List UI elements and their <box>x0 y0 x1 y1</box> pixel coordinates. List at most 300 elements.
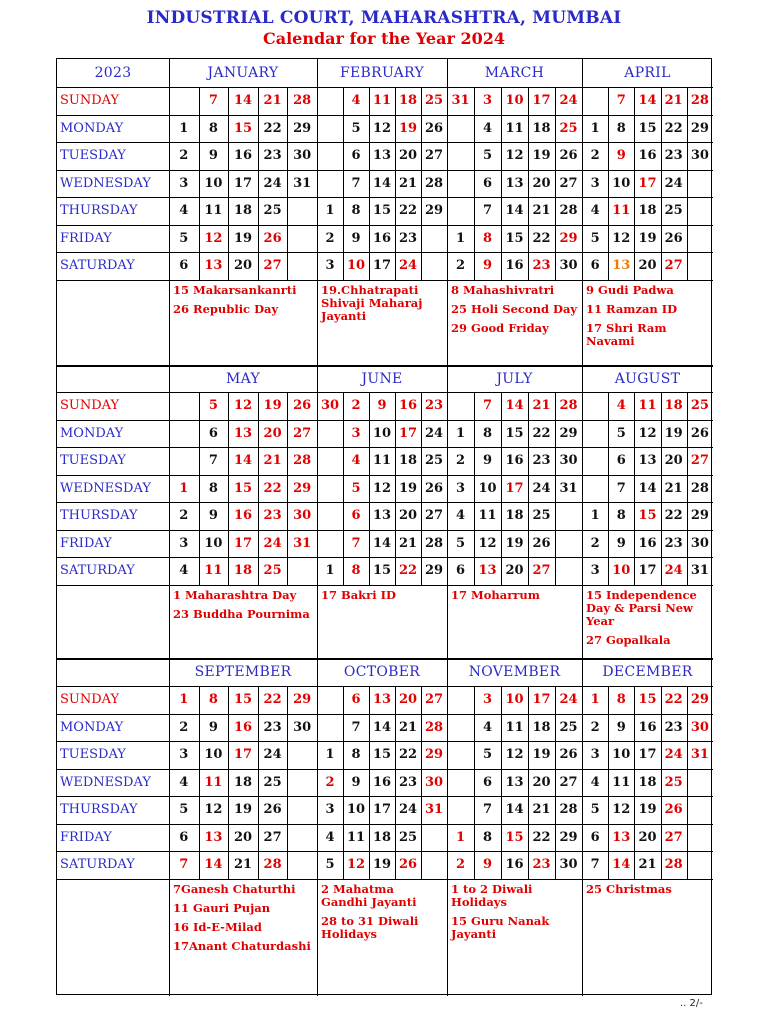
date-cell: 14 <box>505 802 524 818</box>
date-cell: 24 <box>664 747 683 763</box>
date-cell <box>287 824 317 852</box>
grid-line <box>421 824 422 852</box>
grid-line <box>421 197 422 225</box>
grid-line <box>528 686 529 714</box>
day-label-sunday: SUNDAY <box>60 398 120 414</box>
date-cell: 25 <box>664 774 683 790</box>
date-cell: 17 <box>233 175 253 191</box>
grid-line <box>528 557 529 585</box>
date-cell: 18 <box>372 829 392 845</box>
date-cell: 24 <box>664 175 683 191</box>
date-cell: 19 <box>233 802 253 818</box>
grid-line <box>369 824 370 852</box>
day-label-thursday: THURSDAY <box>60 203 138 219</box>
grid-line <box>634 197 635 225</box>
grid-line <box>608 686 609 714</box>
grid-line <box>661 530 662 558</box>
date-cell: 24 <box>424 425 444 441</box>
date-cell: 18 <box>398 93 418 109</box>
date-cell <box>317 530 343 558</box>
month-header: MAY <box>225 370 261 387</box>
grid-line <box>501 252 502 280</box>
grid-line <box>395 530 396 558</box>
grid-line <box>474 796 475 824</box>
date-cell: 22 <box>664 120 683 136</box>
date-cell: 15 <box>233 480 253 496</box>
grid-line <box>608 447 609 475</box>
holiday-item: 17 Shri Ram Navami <box>586 320 667 348</box>
grid-line <box>228 115 229 143</box>
day-label-wednesday: WEDNESDAY <box>60 175 151 191</box>
month-header: MARCH <box>484 65 545 81</box>
date-cell: 13 <box>233 425 253 441</box>
grid-line <box>528 796 529 824</box>
grid-line <box>199 502 200 530</box>
grid-line <box>634 686 635 714</box>
date-cell: 10 <box>204 535 223 551</box>
grid-line <box>608 769 609 797</box>
grid-line <box>474 142 475 170</box>
date-cell: 3 <box>179 747 189 763</box>
date-cell: 26 <box>293 398 312 414</box>
grid-line <box>343 557 344 585</box>
date-cell: 31 <box>559 480 578 496</box>
holiday-item: 7Ganesh Chaturthi <box>173 881 296 896</box>
date-cell: 31 <box>690 563 709 579</box>
date-cell: 2 <box>325 774 335 790</box>
year-label: 2023 <box>94 65 132 81</box>
grid-line <box>661 142 662 170</box>
date-cell: 24 <box>263 535 282 551</box>
date-cell: 13 <box>638 453 657 469</box>
grid-line <box>634 170 635 198</box>
grid-line <box>369 475 370 503</box>
date-cell: 5 <box>351 120 361 136</box>
grid-line <box>258 851 259 879</box>
grid-line <box>395 447 396 475</box>
date-cell <box>421 252 447 280</box>
day-label-friday: FRIDAY <box>60 535 112 551</box>
grid-line <box>287 714 288 742</box>
date-cell: 23 <box>398 774 418 790</box>
date-cell: 16 <box>638 719 657 735</box>
grid-line <box>661 420 662 448</box>
grid-line <box>57 87 713 88</box>
date-cell: 5 <box>590 230 600 246</box>
date-cell: 19 <box>638 802 657 818</box>
grid-line <box>258 824 259 852</box>
holiday-item: 1 to 2 Diwali Holidays <box>451 881 533 909</box>
grid-line <box>343 115 344 143</box>
date-cell: 6 <box>351 148 361 164</box>
date-cell: 20 <box>263 425 282 441</box>
date-cell: 4 <box>179 203 189 219</box>
grid-line <box>634 392 635 420</box>
holiday-list <box>447 879 582 997</box>
date-cell: 25 <box>559 719 578 735</box>
date-cell: 14 <box>612 857 631 873</box>
date-cell: 4 <box>325 829 335 845</box>
date-cell <box>169 392 199 420</box>
grid-line <box>528 420 529 448</box>
grid-line <box>474 252 475 280</box>
grid-line <box>395 475 396 503</box>
grid-line <box>395 686 396 714</box>
holiday-item: 11 Ramzan ID <box>586 301 678 316</box>
grid-line <box>661 741 662 769</box>
grid-line <box>421 252 422 280</box>
holiday-list <box>317 585 447 659</box>
date-cell: 28 <box>424 175 444 191</box>
date-cell: 26 <box>424 120 444 136</box>
date-cell: 9 <box>482 453 493 469</box>
grid-line <box>228 447 229 475</box>
date-cell: 24 <box>532 480 551 496</box>
date-cell: 27 <box>424 692 444 708</box>
grid-line <box>447 59 448 365</box>
grid-line <box>501 392 502 420</box>
grid-line <box>199 851 200 879</box>
grid-line <box>687 170 688 198</box>
holiday-list <box>582 879 713 997</box>
grid-line <box>395 769 396 797</box>
date-cell: 1 <box>179 120 189 136</box>
date-cell: 12 <box>612 802 631 818</box>
grid-line <box>258 420 259 448</box>
date-cell: 11 <box>638 398 657 414</box>
grid-line <box>395 851 396 879</box>
grid-line <box>287 447 288 475</box>
date-cell: 2 <box>590 719 600 735</box>
date-cell: 2 <box>455 258 466 274</box>
date-cell: 6 <box>590 258 600 274</box>
date-cell: 28 <box>559 203 578 219</box>
grid-line <box>199 392 200 420</box>
date-cell: 7 <box>616 480 626 496</box>
grid-line <box>634 796 635 824</box>
date-cell: 8 <box>208 480 218 496</box>
grid-line <box>228 530 229 558</box>
holiday-list <box>169 879 317 997</box>
date-cell: 1 <box>455 425 466 441</box>
grid-line <box>555 557 556 585</box>
grid-line <box>661 115 662 143</box>
grid-line <box>57 686 713 687</box>
date-cell: 8 <box>482 829 493 845</box>
holiday-item: 11 Gauri Pujan <box>173 900 271 915</box>
date-cell: 5 <box>482 747 493 763</box>
grid-line <box>395 225 396 253</box>
holiday-list <box>317 280 447 366</box>
grid-line <box>528 824 529 852</box>
grid-line <box>528 197 529 225</box>
grid-line <box>395 252 396 280</box>
grid-line <box>421 475 422 503</box>
holiday-item: 27 Gopalkala <box>586 632 671 647</box>
grid-line <box>421 686 422 714</box>
grid-line <box>501 502 502 530</box>
grid-line <box>369 197 370 225</box>
grid-line <box>634 115 635 143</box>
holiday-item: 29 Good Friday <box>451 320 549 335</box>
date-cell: 11 <box>346 829 366 845</box>
grid-line <box>447 658 448 996</box>
grid-line <box>634 824 635 852</box>
grid-line <box>661 502 662 530</box>
grid-line <box>287 87 288 115</box>
date-cell: 23 <box>532 453 551 469</box>
grid-line <box>199 170 200 198</box>
date-cell: 9 <box>616 719 626 735</box>
day-label-thursday: THURSDAY <box>60 508 138 524</box>
grid-line <box>634 225 635 253</box>
grid-line <box>687 796 688 824</box>
grid-line <box>634 530 635 558</box>
date-cell: 5 <box>455 535 466 551</box>
grid-line <box>608 225 609 253</box>
grid-line <box>687 502 688 530</box>
grid-line <box>661 686 662 714</box>
grid-line <box>555 769 556 797</box>
date-cell: 22 <box>532 230 551 246</box>
grid-line <box>287 769 288 797</box>
grid-line <box>528 741 529 769</box>
date-cell: 26 <box>263 802 282 818</box>
grid-line <box>343 530 344 558</box>
date-cell: 9 <box>208 719 218 735</box>
date-cell: 18 <box>233 774 253 790</box>
date-cell: 16 <box>638 535 657 551</box>
grid-line <box>258 796 259 824</box>
grid-line <box>501 197 502 225</box>
date-cell: 15 <box>372 563 392 579</box>
date-cell: 12 <box>233 398 253 414</box>
date-cell: 17 <box>233 747 253 763</box>
date-cell: 2 <box>351 398 361 414</box>
date-cell: 3 <box>482 93 493 109</box>
grid-line <box>608 142 609 170</box>
grid-line <box>369 225 370 253</box>
date-cell: 22 <box>263 692 282 708</box>
date-cell: 13 <box>372 508 392 524</box>
date-cell: 6 <box>351 692 361 708</box>
grid-line <box>582 658 583 996</box>
date-cell: 12 <box>204 230 223 246</box>
grid-line <box>474 769 475 797</box>
date-cell <box>317 170 343 198</box>
grid-line <box>287 225 288 253</box>
grid-line <box>287 197 288 225</box>
grid-line <box>555 197 556 225</box>
grid-line <box>634 420 635 448</box>
date-cell: 11 <box>372 93 392 109</box>
grid-line <box>501 115 502 143</box>
date-cell: 9 <box>377 398 387 414</box>
date-cell <box>287 197 317 225</box>
grid-line <box>258 142 259 170</box>
holiday-item: 2 Mahatma Gandhi Jayanti <box>321 881 417 909</box>
date-cell: 4 <box>482 120 493 136</box>
grid-line <box>421 392 422 420</box>
grid-line <box>687 142 688 170</box>
date-cell <box>421 824 447 852</box>
date-cell <box>447 197 474 225</box>
grid-line <box>199 769 200 797</box>
date-cell: 11 <box>612 774 631 790</box>
date-cell: 1 <box>179 480 189 496</box>
date-cell <box>555 557 582 585</box>
date-cell: 9 <box>351 774 361 790</box>
date-cell: 15 <box>505 230 524 246</box>
date-cell: 7 <box>482 802 493 818</box>
date-cell: 3 <box>482 692 493 708</box>
grid-line <box>287 824 288 852</box>
date-cell: 14 <box>505 203 524 219</box>
grid-line <box>555 392 556 420</box>
date-cell <box>687 252 713 280</box>
date-cell: 21 <box>398 175 418 191</box>
date-cell: 17 <box>532 692 551 708</box>
date-cell: 25 <box>664 203 683 219</box>
date-cell: 29 <box>424 747 444 763</box>
date-cell: 12 <box>505 148 524 164</box>
date-cell: 24 <box>263 747 282 763</box>
date-cell: 28 <box>559 802 578 818</box>
date-cell: 25 <box>263 563 282 579</box>
date-cell: 4 <box>351 93 361 109</box>
grid-line <box>343 714 344 742</box>
date-cell: 15 <box>233 692 253 708</box>
date-cell: 6 <box>616 453 626 469</box>
date-cell: 16 <box>638 148 657 164</box>
grid-line <box>421 741 422 769</box>
grid-line <box>608 530 609 558</box>
date-cell <box>317 142 343 170</box>
day-label-tuesday: TUESDAY <box>60 747 126 763</box>
date-cell: 10 <box>346 802 366 818</box>
date-cell: 4 <box>351 453 361 469</box>
grid-line <box>421 530 422 558</box>
date-cell: 29 <box>424 203 444 219</box>
day-label-friday: FRIDAY <box>60 230 112 246</box>
grid-line <box>474 87 475 115</box>
grid-line <box>501 769 502 797</box>
holiday-item: 15 Independence Day & Parsi New Year <box>586 587 697 628</box>
grid-line <box>287 170 288 198</box>
grid-line <box>343 420 344 448</box>
date-cell <box>582 475 608 503</box>
date-cell: 27 <box>424 148 444 164</box>
grid-line <box>317 658 318 996</box>
date-cell: 22 <box>664 692 683 708</box>
date-cell: 31 <box>293 535 312 551</box>
grid-line <box>501 475 502 503</box>
date-cell: 21 <box>263 93 282 109</box>
date-cell: 7 <box>482 203 493 219</box>
date-cell: 13 <box>612 829 631 845</box>
date-cell <box>317 420 343 448</box>
date-cell: 11 <box>204 563 223 579</box>
date-cell: 17 <box>372 802 392 818</box>
grid-line <box>687 769 688 797</box>
grid-line <box>228 170 229 198</box>
grid-line <box>228 557 229 585</box>
grid-line <box>369 392 370 420</box>
grid-line <box>687 392 688 420</box>
grid-line <box>501 557 502 585</box>
grid-line <box>258 714 259 742</box>
date-cell <box>447 741 474 769</box>
grid-line <box>287 851 288 879</box>
date-cell: 26 <box>398 857 418 873</box>
grid-line <box>661 392 662 420</box>
grid-line <box>608 170 609 198</box>
grid-line <box>258 170 259 198</box>
holiday-item: 17Anant Chaturdashi <box>173 938 311 953</box>
date-cell <box>317 686 343 714</box>
date-cell: 30 <box>559 258 578 274</box>
day-label-sunday: SUNDAY <box>60 692 120 708</box>
grid-line <box>634 714 635 742</box>
grid-line <box>317 365 318 658</box>
holiday-item: 25 Holi Second Day <box>451 301 578 316</box>
date-cell: 23 <box>664 148 683 164</box>
date-cell: 19 <box>398 120 418 136</box>
date-cell: 10 <box>204 747 223 763</box>
date-cell <box>447 115 474 143</box>
date-cell <box>287 741 317 769</box>
date-cell <box>687 170 713 198</box>
grid-line <box>474 714 475 742</box>
grid-line <box>199 115 200 143</box>
date-cell: 23 <box>263 148 282 164</box>
page-title: INDUSTRIAL COURT, MAHARASHTRA, MUMBAI <box>146 8 622 28</box>
date-cell: 20 <box>233 829 253 845</box>
date-cell: 6 <box>482 175 493 191</box>
grid-line <box>474 197 475 225</box>
date-cell: 28 <box>293 453 312 469</box>
grid-line <box>369 87 370 115</box>
grid-line <box>687 475 688 503</box>
date-cell: 21 <box>664 480 683 496</box>
date-cell: 4 <box>590 203 600 219</box>
grid-line <box>501 142 502 170</box>
holiday-item: 8 Mahashivratri <box>451 282 555 297</box>
grid-line <box>634 557 635 585</box>
date-cell: 8 <box>482 230 493 246</box>
grid-line <box>287 686 288 714</box>
date-cell: 27 <box>664 829 683 845</box>
date-cell: 1 <box>325 203 335 219</box>
grid-line <box>608 714 609 742</box>
grid-line <box>555 502 556 530</box>
date-cell <box>687 769 713 797</box>
date-cell: 29 <box>690 692 709 708</box>
date-cell: 26 <box>559 747 578 763</box>
date-cell: 22 <box>664 508 683 524</box>
date-cell: 11 <box>204 774 223 790</box>
grid-line <box>608 87 609 115</box>
date-cell: 11 <box>505 719 524 735</box>
date-cell: 3 <box>179 535 189 551</box>
grid-line <box>287 557 288 585</box>
grid-line <box>228 502 229 530</box>
date-cell: 17 <box>638 747 657 763</box>
date-cell <box>287 225 317 253</box>
grid-line <box>199 447 200 475</box>
date-cell: 8 <box>208 120 218 136</box>
grid-line <box>228 714 229 742</box>
